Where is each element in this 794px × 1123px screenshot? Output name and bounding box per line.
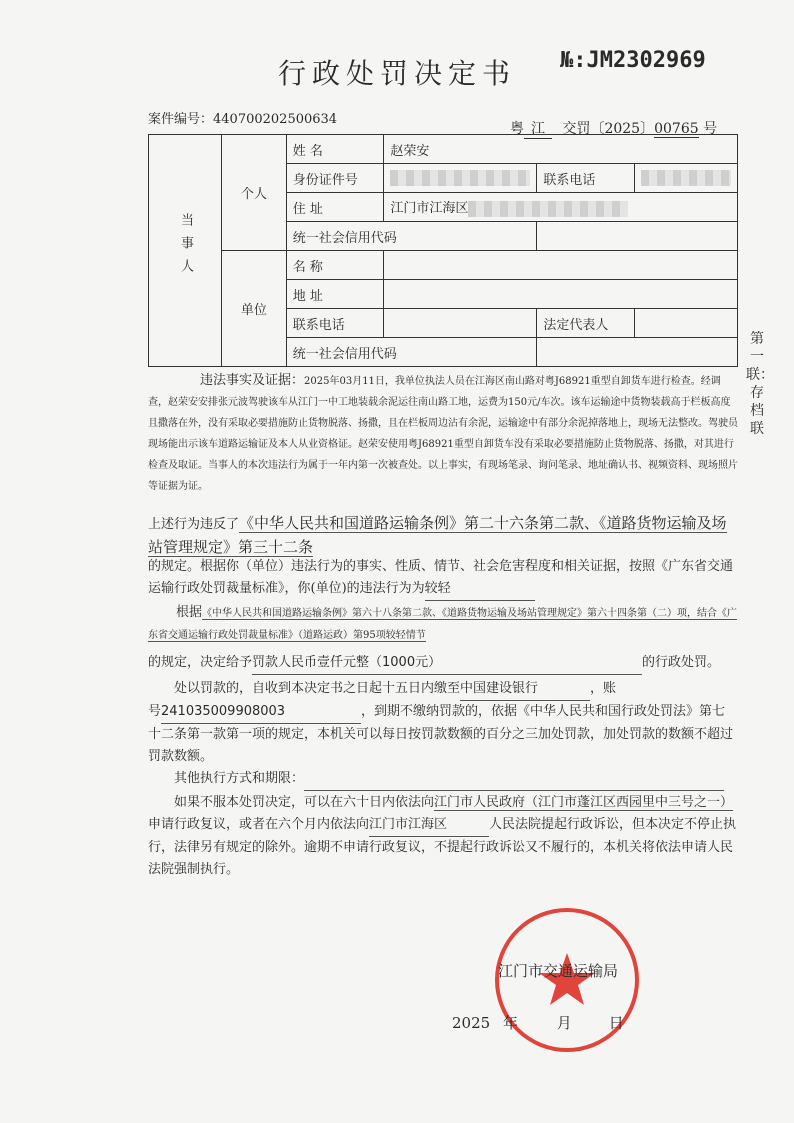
address-label: 住 址 [286, 193, 384, 222]
appeal-section: 如果不服本处罚决定，可以在六十日内依法向江门市人民政府（江门市蓬江区西园里中三号之一）申请行政复议，或者在六个月内依法向江门市江海区 人民法院提起行政诉讼，但本决定不停止执行，法律另有规定的除外。逾期不申请行政复议，不提起行政诉讼又不履行的，本机关将依法申请人民法院强制执行。 [148, 795, 737, 877]
bank-value: 中国建设银行 [460, 678, 590, 701]
court-value: 江门市江海区 [369, 814, 489, 837]
unit-credit-code-label: 统一社会信用代码 [286, 338, 537, 367]
phone-value [635, 164, 738, 193]
name-value: 赵荣安 [384, 135, 738, 164]
phone-label: 联系电话 [537, 164, 635, 193]
individual-label: 个人 [222, 135, 287, 251]
unit-phone-label: 联系电话 [286, 309, 384, 338]
unit-phone-value [384, 309, 537, 338]
issuing-organization: 江门市交通运输局 [498, 962, 619, 980]
party-table [148, 134, 738, 367]
party-side-label: 当事人 [149, 135, 222, 367]
unit-address-label: 地 址 [286, 280, 384, 309]
copy-note: 第一联：存档联 [746, 331, 774, 437]
legal-rep-value [635, 309, 738, 338]
basis-section: 根据《中华人民共和国道路运输条例》第六十八条第二款、《道路货物运输及场站管理规定》第六十四条第（二）项，结合《广东省交通运输行政处罚裁量标准》（道路运政）第95项较轻情节 [148, 605, 738, 641]
case-number: 案件编号：440700202500634 [148, 112, 338, 127]
violation-section: 上述行为违反了《中华人民共和国道路运输条例》第二十六条第二款、《道路货物运输及场站管理规定》第三十二条 [148, 514, 727, 556]
id-value [384, 164, 537, 193]
penalty-value: 罚款人民币壹仟元整（1000元） [252, 652, 642, 675]
credit-code-value [537, 222, 738, 251]
circumstance-section: 的规定。根据你（单位）违法行为的事实、性质、情节、社会危害程度和相关证据，按照《广东省交通运输行政处罚裁量标准》，你(单位)的违法行为为较轻 [148, 556, 738, 601]
payment-section: 处以罚款的，自收到本决定书之日起十五日内缴至中国建设银行 ，账 号241035009908003 ，到期不缴纳罚款的，依据《中华人民共和国行政处罚法》第七十二条第一款第一项的规定，本机关可以每日按罚款数额的百分之三加处罚款，加处罚款的数额不超过罚款数额。 [148, 678, 738, 768]
penalty-reference: 粤 江 交罚〔2025〕00765 号 [510, 118, 717, 139]
document-number: №:JM2302969 [560, 48, 706, 73]
issue-date: 2025 年 月 日 [452, 1014, 624, 1032]
unit-name-value [384, 251, 738, 280]
facts-section: 违法事实及证据：2025年03月11日，我单位执法人员在江海区南山路对粤J68921重型自卸货车进行检查。经调查，赵荣安安排张元波驾驶该车从江门一中工地装载余泥运往南山路工地，运费为150元/车次。该车运输途中货物装载高于栏板高度且撒落在外，没有采取必要措施防止货物脱落、扬撒，且在栏板周边沾有余泥，运输途中有部分余泥掉落地上，现场无法整改。驾驶员现场能出示该车道路运输证及本人从业资格证。赵荣安使用粤J68921重型自卸货车没有采取必要措施防止货物脱落、扬撒，对其进行检查及取证。当事人的本次违法行为属于一年内第一次被查处。以上事实，有现场笔录、询问笔录、地址确认书、视频资料、现场照片等证据为证。 [148, 373, 738, 492]
review-org: 江门市人民政府（江门市蓬江区西园里中三号之一） [434, 795, 734, 810]
other-section: 其他执行方式和期限： [174, 768, 738, 791]
violation-text: 《中华人民共和国道路运输条例》第二十六条第二款、《道路货物运输及场站管理规定》第三十二条 [148, 514, 727, 556]
address-value: 江门市江海区 [384, 193, 738, 222]
decision-section: 的规定，决定给予罚款人民币壹仟元整（1000元） 的行政处罚。 [148, 652, 748, 675]
redacted-block [390, 170, 530, 186]
facts-text: 2025年03月11日，我单位执法人员在江海区南山路对粤J68921重型自卸货车进行检查。经调查，赵荣安安排张元波驾驶该车从江门一中工地装载余泥运往南山路工地，运费为150元/车次。该车运输途中货物装载高于栏板高度且撒落在外，没有采取必要措施防止货物脱落、扬撒，且在栏板周边沾有余泥，运输途中有部分余泥掉落地上，现场无法整改。驾驶员现场能出示该车道路运输证及本人从业资格证。赵荣安使用粤J68921重型自卸货车没有采取必要措施防止货物脱落、扬撒，对其进行检查及取证。当事人的本次违法行为属于一年内第一次被查处。以上事实，有现场笔录、询问笔录、地址确认书、视频资料、现场照片等证据为证。 [148, 376, 738, 492]
name-label: 姓 名 [286, 135, 384, 164]
unit-name-label: 名 称 [286, 251, 384, 280]
unit-credit-code-value [537, 338, 738, 367]
severity-value: 较轻 [425, 578, 535, 601]
credit-code-label: 统一社会信用代码 [286, 222, 537, 251]
id-label: 身份证件号 [286, 164, 384, 193]
redacted-block [641, 170, 731, 186]
redacted-block [468, 201, 628, 217]
unit-address-value [384, 280, 738, 309]
account-number: 241035009908003 [161, 701, 361, 724]
basis-text: 《中华人民共和国道路运输条例》第六十八条第二款、《道路货物运输及场站管理规定》第六十四条第（二）项，结合《广东省交通运输行政处罚裁量标准》（道路运政）第95项较轻情节 [148, 608, 738, 641]
unit-label: 单位 [222, 251, 287, 367]
document-title: 行政处罚决定书 [277, 57, 516, 90]
legal-rep-label: 法定代表人 [537, 309, 635, 338]
